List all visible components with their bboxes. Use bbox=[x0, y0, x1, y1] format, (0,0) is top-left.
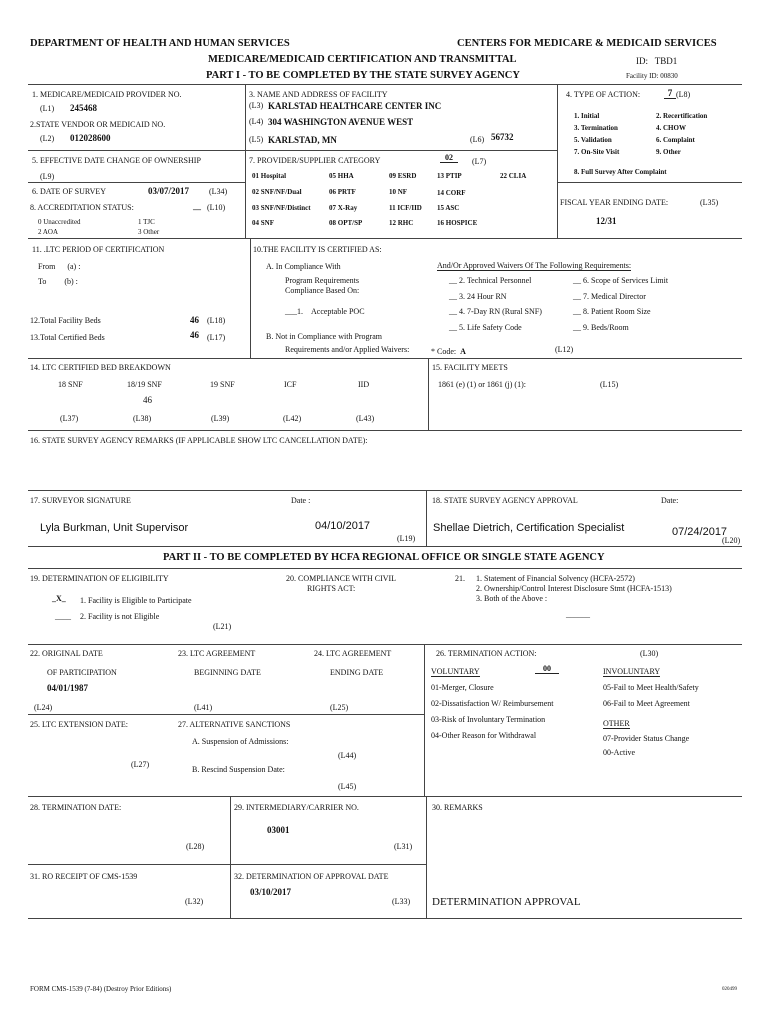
other-heading: OTHER bbox=[603, 719, 630, 728]
not-eligible-opt: 2. Facility is not Eligible bbox=[80, 612, 160, 621]
inv-item-06: 06-Fail to Meet Agreement bbox=[603, 699, 690, 708]
box21-item-1: 1. Statement of Financial Solvency (HCFA-2572) bbox=[476, 574, 635, 583]
col-18snf: 18 SNF bbox=[58, 380, 83, 389]
l45-code: (L45) bbox=[338, 782, 357, 791]
l41-code: (L41) bbox=[194, 703, 213, 712]
action-type-value: 7 bbox=[664, 88, 676, 99]
l5-code: (L5) bbox=[249, 135, 264, 144]
poc-item: ___1. Acceptable POC bbox=[285, 307, 365, 316]
approval-label: 18. STATE SURVEY AGENCY APPROVAL bbox=[432, 496, 578, 505]
action-opt-7: 7. On-Site Visit bbox=[574, 148, 620, 156]
facility-meets-text: 1861 (e) (1) or 1861 (j) (1): bbox=[438, 380, 526, 389]
voluntary-heading: VOLUNTARY bbox=[431, 667, 480, 676]
sanction-b: B. Rescind Suspension Date: bbox=[192, 765, 285, 774]
eligibility-label: 19. DETERMINATION OF ELIGIBILITY bbox=[30, 574, 169, 583]
dept-title: DEPARTMENT OF HEALTH AND HUMAN SERVICES bbox=[30, 38, 290, 49]
accreditation-value: __ bbox=[193, 202, 201, 211]
surveyor-date: 04/10/2017 bbox=[315, 520, 371, 532]
fiscal-year-value: 12/31 bbox=[596, 216, 617, 226]
l35-code: (L35) bbox=[700, 198, 719, 207]
to-label: To (b) : bbox=[38, 277, 78, 286]
approval-date-value-32: 03/10/2017 bbox=[250, 887, 292, 897]
cat-15: 15 ASC bbox=[437, 204, 460, 212]
termination-date-label: 28. TERMINATION DATE: bbox=[30, 803, 122, 812]
not-compliance-2: Requirements and/or Applied Waivers: bbox=[285, 345, 410, 354]
cat-09: 09 ESRD bbox=[389, 172, 417, 180]
facility-zip: 56732 bbox=[491, 132, 514, 142]
l25-code: (L25) bbox=[330, 703, 349, 712]
voluntary-value: 00 bbox=[535, 664, 559, 674]
action-opt-9: 9. Other bbox=[656, 148, 681, 156]
determination-approval-text: DETERMINATION APPROVAL bbox=[432, 896, 581, 908]
part1-title: PART I - TO BE COMPLETED BY THE STATE SURVEY AGENCY bbox=[206, 70, 520, 81]
total-beds-value: 46 bbox=[190, 315, 199, 325]
accred-opt-0: 0 Unaccredited bbox=[38, 218, 81, 226]
box21-label: 21. bbox=[455, 574, 465, 583]
in-compliance: A. In Compliance With bbox=[266, 262, 341, 271]
accreditation-label: 8. ACCREDITATION STATUS: bbox=[30, 203, 134, 212]
compliance-basis: Compliance Based On: bbox=[285, 286, 360, 295]
termination-action-label: 26. TERMINATION ACTION: bbox=[436, 649, 537, 658]
sanctions-label: 27. ALTERNATIVE SANCTIONS bbox=[178, 720, 291, 729]
not-compliance: B. Not in Compliance with Program bbox=[266, 332, 382, 341]
l19-code: (L19) bbox=[397, 534, 416, 543]
code-label: * Code: A bbox=[431, 347, 466, 356]
cat-10: 10 NF bbox=[389, 188, 408, 196]
surveyor-signer: Lyla Burkman, Unit Supervisor bbox=[40, 522, 189, 534]
vendor-no-label: 2.STATE VENDOR OR MEDICAID NO. bbox=[30, 120, 166, 129]
intermediary-value: 03001 bbox=[267, 825, 290, 835]
action-opt-5: 5. Validation bbox=[574, 136, 612, 144]
bed-1819-value: 46 bbox=[143, 395, 152, 405]
accred-opt-2: 2 AOA bbox=[38, 228, 59, 236]
facility-name-label: 3. NAME AND ADDRESS OF FACILITY bbox=[249, 90, 388, 99]
l4-code: (L4) bbox=[249, 117, 264, 126]
l24-code: (L24) bbox=[34, 703, 53, 712]
action-opt-2: 2. Recertification bbox=[656, 112, 708, 120]
ltc-period-label: 11. .LTC PERIOD OF CERTIFICATION bbox=[32, 245, 165, 254]
l20-code: (L20) bbox=[722, 536, 741, 545]
part2-title: PART II - TO BE COMPLETED BY HCFA REGIONAL OFFICE OR SINGLE STATE AGENCY bbox=[163, 552, 605, 563]
l10-code: (L10) bbox=[207, 203, 226, 212]
original-date-label-2: OF PARTICIPATION bbox=[47, 668, 117, 677]
cat-12: 12 RHC bbox=[389, 219, 414, 227]
form-title: MEDICARE/MEDICAID CERTIFICATION AND TRANSMITTAL bbox=[208, 54, 517, 65]
waiver-7: __ 7. Medical Director bbox=[573, 292, 646, 301]
cat-08: 08 OPT/SP bbox=[329, 219, 363, 227]
l8-code: (L8) bbox=[676, 90, 691, 99]
not-eligible-mark: ____ bbox=[55, 612, 71, 621]
waiver-8: __ 8. Patient Room Size bbox=[573, 307, 651, 316]
waiver-2: __ 2. Technical Personnel bbox=[449, 276, 532, 285]
l30-code: (L30) bbox=[640, 649, 659, 658]
ltc-begin-label: 23. LTC AGREEMENT bbox=[178, 649, 256, 658]
l15-code: (L15) bbox=[600, 380, 619, 389]
cms-title: CENTERS FOR MEDICARE & MEDICAID SERVICES bbox=[457, 38, 717, 49]
sanction-a: A. Suspension of Admissions: bbox=[192, 737, 289, 746]
waiver-6: __ 6. Scope of Services Limit bbox=[573, 276, 669, 285]
cat-01: 01 Hospital bbox=[252, 172, 287, 180]
facility-name: KARLSTAD HEALTHCARE CENTER INC bbox=[268, 101, 442, 111]
bed-breakdown-label: 14. LTC CERTIFIED BED BREAKDOWN bbox=[30, 363, 171, 372]
inv-item-05: 05-Fail to Meet Health/Safety bbox=[603, 683, 699, 692]
cat-02: 02 SNF/NF/Dual bbox=[252, 188, 302, 196]
waivers-heading: And/Or Approved Waivers Of The Following Requirements: bbox=[437, 261, 632, 270]
l21-code: (L21) bbox=[213, 622, 232, 631]
ltc-end-label: 24. LTC AGREEMENT bbox=[314, 649, 392, 658]
involuntary-heading: INVOLUNTARY bbox=[603, 667, 661, 676]
cat-04: 04 SNF bbox=[252, 219, 274, 227]
surveyor-date-label: Date : bbox=[291, 496, 311, 505]
cat-16: 16 HOSPICE bbox=[437, 219, 478, 227]
facility-meets-label: 15. FACILITY MEETS bbox=[432, 363, 508, 372]
cat-13: 13 PTIP bbox=[437, 172, 462, 180]
l38-code: (L38) bbox=[133, 414, 152, 423]
cat-14: 14 CORF bbox=[437, 189, 466, 197]
l37-code: (L37) bbox=[60, 414, 79, 423]
l3-code: (L3) bbox=[249, 101, 264, 110]
l31-code: (L31) bbox=[394, 842, 413, 851]
category-label: 7. PROVIDER/SUPPLIER CATEGORY bbox=[249, 156, 381, 165]
original-date-value: 04/01/1987 bbox=[47, 683, 89, 693]
l12-code: (L12) bbox=[555, 345, 574, 354]
ro-receipt-label: 31. RO RECEIPT OF CMS-1539 bbox=[30, 872, 138, 881]
cat-05: 05 HHA bbox=[329, 172, 354, 180]
from-label: From (a) : bbox=[38, 262, 81, 271]
extension-date-label: 25. LTC EXTENSION DATE: bbox=[30, 720, 128, 729]
other-item-00: 00-Active bbox=[603, 748, 635, 757]
l1-code: (L1) bbox=[40, 104, 55, 113]
waiver-3: __ 3. 24 Hour RN bbox=[449, 292, 507, 301]
approval-date-label-32: 32. DETERMINATION OF APPROVAL DATE bbox=[234, 872, 389, 881]
l42-code: (L42) bbox=[283, 414, 302, 423]
col-1819snf: 18/19 SNF bbox=[127, 380, 162, 389]
form-number: FORM CMS-1539 (7-84) (Destroy Prior Editions) bbox=[30, 985, 172, 993]
fiscal-year-label: FISCAL YEAR ENDING DATE: bbox=[560, 198, 669, 207]
box21-item-3: 3. Both of the Above : bbox=[476, 594, 548, 603]
l33-code: (L33) bbox=[392, 897, 411, 906]
action-opt-8: 8. Full Survey After Complaint bbox=[574, 168, 667, 176]
approval-date-label: Date: bbox=[661, 496, 679, 505]
id-label: ID: TBD1 bbox=[636, 56, 678, 66]
l44-code: (L44) bbox=[338, 751, 357, 760]
certified-as-label: 10.THE FACILITY IS CERTIFIED AS: bbox=[253, 245, 382, 254]
col-19snf: 19 SNF bbox=[210, 380, 235, 389]
eligible-mark: _X_ bbox=[52, 594, 66, 603]
action-opt-3: 3. Termination bbox=[574, 124, 618, 132]
vol-item-02: 02-Dissatisfaction W/ Reimbursement bbox=[431, 699, 554, 708]
accred-opt-1: 1 TJC bbox=[138, 218, 155, 226]
cat-06: 06 PRTF bbox=[329, 188, 356, 196]
approval-signer: Shellae Dietrich, Certification Specialist bbox=[433, 522, 625, 534]
cat-22: 22 CLIA bbox=[500, 172, 527, 180]
cat-03: 03 SNF/NF/Distinct bbox=[252, 204, 311, 212]
approval-date: 07/24/2017 bbox=[672, 526, 728, 538]
vol-item-04: 04-Other Reason for Withdrawal bbox=[431, 731, 537, 740]
action-opt-1: 1. Initial bbox=[574, 112, 600, 120]
cat-11: 11 ICF/IID bbox=[389, 204, 422, 212]
l9-code: (L9) bbox=[40, 172, 55, 181]
total-beds-label: 12.Total Facility Beds bbox=[30, 316, 101, 325]
box21-item-2: 2. Ownership/Control Interest Disclosure Stmt (HCFA-1513) bbox=[476, 584, 672, 593]
box21-blank: ______ bbox=[566, 610, 590, 619]
civil-rights-label-2: RIGHTS ACT: bbox=[307, 584, 356, 593]
l39-code: (L39) bbox=[211, 414, 230, 423]
l7-code: (L7) bbox=[472, 157, 487, 166]
facility-id: Facility ID: 00830 bbox=[626, 72, 678, 80]
waiver-4: __ 4. 7-Day RN (Rural SNF) bbox=[449, 307, 542, 316]
remarks-30-label: 30. REMARKS bbox=[432, 803, 483, 812]
l43-code: (L43) bbox=[356, 414, 375, 423]
vol-item-01: 01-Merger, Closure bbox=[431, 683, 494, 692]
l32-code: (L32) bbox=[185, 897, 204, 906]
program-req: Program Requirements bbox=[285, 276, 359, 285]
facility-address: 304 WASHINGTON AVENUE WEST bbox=[268, 117, 414, 127]
intermediary-label: 29. INTERMEDIARY/CARRIER NO. bbox=[234, 803, 359, 812]
provider-no-label: 1. MEDICARE/MEDICAID PROVIDER NO. bbox=[32, 90, 182, 99]
ltc-begin-label-2: BEGINNING DATE bbox=[194, 668, 261, 677]
action-type-label: 4. TYPE OF ACTION: bbox=[566, 90, 641, 99]
vol-item-03: 03-Risk of Involuntary Termination bbox=[431, 715, 546, 724]
surveyor-signature-label: 17. SURVEYOR SIGNATURE bbox=[30, 496, 131, 505]
survey-date-value: 03/07/2017 bbox=[148, 186, 190, 196]
category-value: 02 bbox=[440, 153, 458, 163]
provider-no-value: 245468 bbox=[70, 103, 97, 113]
facility-city: KARLSTAD, MN bbox=[268, 135, 337, 145]
eligible-opt: 1. Facility is Eligible to Participate bbox=[80, 596, 192, 605]
col-icf: ICF bbox=[284, 380, 297, 389]
l34-code: (L34) bbox=[209, 187, 228, 196]
action-opt-6: 6. Complaint bbox=[656, 136, 695, 144]
waiver-5: __ 5. Life Safety Code bbox=[449, 323, 522, 332]
other-item-07: 07-Provider Status Change bbox=[603, 734, 690, 743]
l18-code: (L18) bbox=[207, 316, 226, 325]
certified-beds-label: 13.Total Certified Beds bbox=[30, 333, 105, 342]
l2-code: (L2) bbox=[40, 134, 55, 143]
action-opt-4: 4. CHOW bbox=[656, 124, 686, 132]
l28-code: (L28) bbox=[186, 842, 205, 851]
certified-beds-value: 46 bbox=[190, 330, 199, 340]
accred-opt-3: 3 Other bbox=[138, 228, 160, 236]
waiver-9: __ 9. Beds/Room bbox=[573, 323, 629, 332]
ownership-change-label: 5. EFFECTIVE DATE CHANGE OF OWNERSHIP bbox=[32, 156, 201, 165]
ltc-end-label-2: ENDING DATE bbox=[330, 668, 384, 677]
survey-date-label: 6. DATE OF SURVEY bbox=[32, 187, 107, 196]
l27-code: (L27) bbox=[131, 760, 150, 769]
l6-code: (L6) bbox=[470, 135, 485, 144]
remarks-label: 16. STATE SURVEY AGENCY REMARKS (IF APPLICABLE SHOW LTC CANCELLATION DATE): bbox=[30, 436, 368, 445]
form-code: 020499 bbox=[722, 987, 737, 992]
civil-rights-label: 20. COMPLIANCE WITH CIVIL bbox=[286, 574, 397, 583]
l17-code: (L17) bbox=[207, 333, 226, 342]
col-iid: IID bbox=[358, 380, 370, 389]
vendor-no-value: 012028600 bbox=[70, 133, 111, 143]
original-date-label: 22. ORIGINAL DATE bbox=[30, 649, 103, 658]
cat-07: 07 X-Ray bbox=[329, 204, 358, 212]
